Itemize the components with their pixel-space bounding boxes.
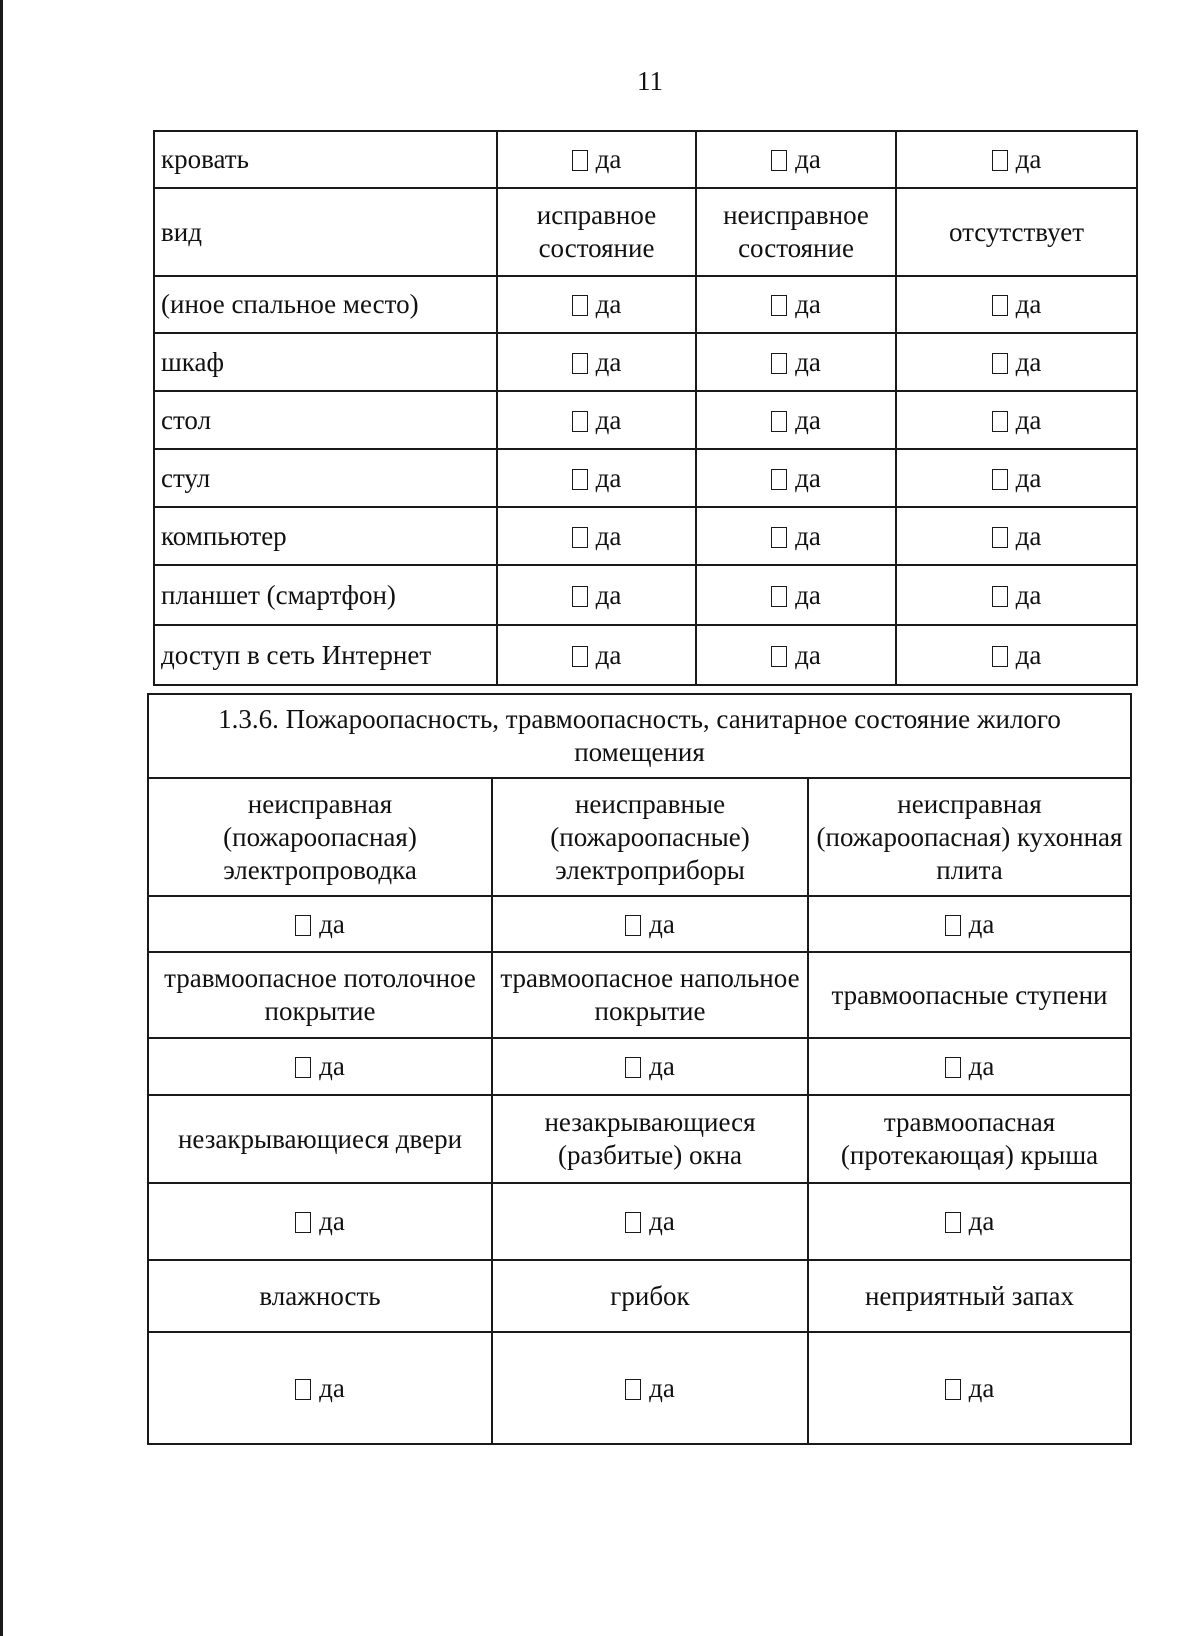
- checkbox-cell: [492, 1332, 808, 1444]
- yes-label: да: [1015, 462, 1042, 493]
- furniture-row: [154, 565, 1137, 625]
- checkbox-cell: [696, 131, 896, 188]
- checkbox-cell: [896, 333, 1137, 391]
- yes-label: да: [968, 908, 995, 939]
- yes-label: да: [595, 520, 622, 551]
- checkbox[interactable]: [992, 469, 1008, 490]
- checkbox-cell: [696, 391, 896, 449]
- checkbox[interactable]: [771, 353, 787, 374]
- yes-label: да: [795, 520, 821, 551]
- hazard-label-row: [148, 1095, 1131, 1183]
- checkbox[interactable]: [992, 353, 1008, 374]
- hazard-check-row: [148, 1332, 1131, 1444]
- checkbox[interactable]: [992, 150, 1008, 171]
- yes-label: да: [1015, 404, 1042, 435]
- furniture-row: [154, 391, 1137, 449]
- furniture-item-label: доступ в сеть Интернет: [154, 625, 497, 685]
- condition-header: исправное состояние: [497, 188, 696, 276]
- checkbox-cell: [492, 1183, 808, 1260]
- checkbox-cell: [696, 625, 896, 685]
- checkbox[interactable]: [771, 150, 787, 171]
- yes-label: да: [795, 289, 821, 319]
- checkbox[interactable]: [295, 1057, 311, 1078]
- checkbox[interactable]: [771, 295, 787, 316]
- hazard-label: неприятный запах: [808, 1260, 1131, 1332]
- checkbox[interactable]: [572, 150, 588, 171]
- checkbox[interactable]: [572, 295, 588, 316]
- yes-label: да: [319, 1372, 345, 1403]
- checkbox-cell: [896, 565, 1137, 625]
- hazard-label: грибок: [492, 1260, 808, 1332]
- checkbox-cell: [896, 625, 1137, 685]
- checkbox[interactable]: [771, 586, 787, 607]
- checkbox[interactable]: [771, 646, 787, 667]
- checkbox[interactable]: [992, 411, 1008, 432]
- yes-label: да: [1015, 579, 1042, 610]
- checkbox-cell: [696, 449, 896, 507]
- hazard-label: травмоопасное напольное покрытие: [492, 952, 808, 1038]
- hazard-label: неисправные (пожароопасные) электроприборы: [492, 778, 808, 896]
- checkbox[interactable]: [295, 915, 311, 936]
- checkbox[interactable]: [945, 1212, 961, 1233]
- yes-label: да: [1015, 289, 1042, 319]
- checkbox[interactable]: [992, 646, 1008, 667]
- hazard-label: травмоопасные ступени: [808, 952, 1131, 1038]
- checkbox-cell: [808, 1038, 1131, 1095]
- yes-label: да: [968, 1372, 995, 1403]
- checkbox-cell: [148, 896, 492, 952]
- condition-header: отсутствует: [896, 188, 1137, 276]
- checkbox-cell: [497, 625, 696, 685]
- yes-label: да: [1015, 520, 1042, 551]
- checkbox-cell: [497, 333, 696, 391]
- yes-label: да: [649, 1051, 675, 1081]
- checkbox[interactable]: [625, 915, 641, 936]
- yes-label: да: [795, 639, 821, 670]
- hazard-label: травмоопасная (протекающая) крыша: [808, 1095, 1131, 1183]
- furniture-item-label: кровать: [154, 131, 497, 188]
- furniture-item-label: стол: [154, 391, 497, 449]
- checkbox-cell: [808, 896, 1131, 952]
- hazard-table: [147, 693, 1132, 1445]
- checkbox[interactable]: [992, 586, 1008, 607]
- checkbox[interactable]: [771, 527, 787, 548]
- furniture-row: [154, 333, 1137, 391]
- yes-label: да: [649, 1372, 675, 1403]
- hazard-label: неисправная (пожароопасная) электропроводка: [148, 778, 492, 896]
- checkbox-cell: [696, 276, 896, 333]
- checkbox[interactable]: [572, 411, 588, 432]
- checkbox[interactable]: [771, 469, 787, 490]
- yes-label: да: [649, 1206, 675, 1236]
- hazard-check-row: [148, 1183, 1131, 1260]
- checkbox[interactable]: [945, 915, 961, 936]
- furniture-row: [154, 449, 1137, 507]
- checkbox-cell: [148, 1038, 492, 1095]
- checkbox-cell: [896, 507, 1137, 565]
- hazard-label: влажность: [148, 1260, 492, 1332]
- yes-label: да: [595, 404, 622, 435]
- checkbox-cell: [497, 276, 696, 333]
- furniture-item-label: компьютер: [154, 507, 497, 565]
- furniture-row: [154, 188, 1137, 276]
- yes-label: да: [595, 346, 622, 377]
- yes-label: да: [1015, 639, 1042, 670]
- checkbox-cell: [696, 507, 896, 565]
- yes-label: да: [595, 579, 622, 610]
- hazard-label: незакрывающиеся двери: [148, 1095, 492, 1183]
- yes-label: да: [595, 462, 622, 493]
- checkbox[interactable]: [771, 411, 787, 432]
- hazard-label: травмоопасное потолочное покрытие: [148, 952, 492, 1038]
- checkbox[interactable]: [625, 1212, 641, 1233]
- checkbox-cell: [896, 449, 1137, 507]
- furniture-item-label: (иное спальное место): [154, 276, 497, 333]
- checkbox[interactable]: [295, 1212, 311, 1233]
- scan-edge: [0, 0, 3, 1636]
- yes-label: да: [649, 908, 675, 939]
- checkbox[interactable]: [945, 1379, 961, 1400]
- yes-label: да: [968, 1206, 995, 1236]
- checkbox-cell: [896, 276, 1137, 333]
- furniture-row: [154, 625, 1137, 685]
- checkbox-cell: [497, 449, 696, 507]
- section-title: 1.3.6. Пожароопасность, травмоопасность, санитарное состояние жилого помещения: [148, 694, 1131, 778]
- checkbox[interactable]: [625, 1057, 641, 1078]
- checkbox[interactable]: [295, 1379, 311, 1400]
- hazard-label: неисправная (пожароопасная) кухонная плита: [808, 778, 1131, 896]
- checkbox-cell: [808, 1183, 1131, 1260]
- yes-label: да: [795, 144, 821, 174]
- checkbox-cell: [497, 131, 696, 188]
- checkbox[interactable]: [572, 469, 588, 490]
- checkbox-cell: [492, 1038, 808, 1095]
- checkbox-cell: [896, 131, 1137, 188]
- checkbox-cell: [148, 1183, 492, 1260]
- yes-label: да: [319, 1051, 345, 1081]
- checkbox[interactable]: [992, 295, 1008, 316]
- furniture-row: [154, 276, 1137, 333]
- checkbox-cell: [148, 1332, 492, 1444]
- yes-label: да: [319, 908, 345, 939]
- checkbox[interactable]: [572, 527, 588, 548]
- furniture-row: [154, 131, 1137, 188]
- yes-label: да: [1015, 346, 1042, 377]
- hazard-check-row: [148, 896, 1131, 952]
- hazard-label-row: [148, 1260, 1131, 1332]
- checkbox-cell: [492, 896, 808, 952]
- checkbox[interactable]: [625, 1379, 641, 1400]
- yes-label: да: [1015, 144, 1042, 174]
- furniture-item-label: стул: [154, 449, 497, 507]
- checkbox-cell: [896, 391, 1137, 449]
- yes-label: да: [795, 579, 821, 610]
- furniture-item-label: вид: [154, 188, 497, 276]
- yes-label: да: [595, 144, 622, 174]
- hazard-label-row: [148, 778, 1131, 896]
- checkbox[interactable]: [572, 646, 588, 667]
- furniture-table: [153, 130, 1138, 686]
- checkbox[interactable]: [572, 586, 588, 607]
- checkbox[interactable]: [992, 527, 1008, 548]
- yes-label: да: [595, 639, 622, 670]
- checkbox[interactable]: [572, 353, 588, 374]
- checkbox-cell: [808, 1332, 1131, 1444]
- checkbox-cell: [696, 333, 896, 391]
- checkbox-cell: [497, 507, 696, 565]
- checkbox-cell: [497, 565, 696, 625]
- condition-header: неисправное состояние: [696, 188, 896, 276]
- page-number: 11: [637, 66, 663, 96]
- hazard-label: незакрывающиеся (разбитые) окна: [492, 1095, 808, 1183]
- yes-label: да: [795, 346, 821, 377]
- checkbox-cell: [696, 565, 896, 625]
- yes-label: да: [795, 462, 821, 493]
- furniture-item-label: планшет (смартфон): [154, 565, 497, 625]
- checkbox-cell: [497, 391, 696, 449]
- yes-label: да: [319, 1206, 345, 1236]
- yes-label: да: [795, 404, 821, 435]
- hazard-check-row: [148, 1038, 1131, 1095]
- furniture-item-label: шкаф: [154, 333, 497, 391]
- furniture-row: [154, 507, 1137, 565]
- checkbox[interactable]: [945, 1057, 961, 1078]
- yes-label: да: [968, 1051, 995, 1081]
- yes-label: да: [595, 289, 622, 319]
- hazard-label-row: [148, 952, 1131, 1038]
